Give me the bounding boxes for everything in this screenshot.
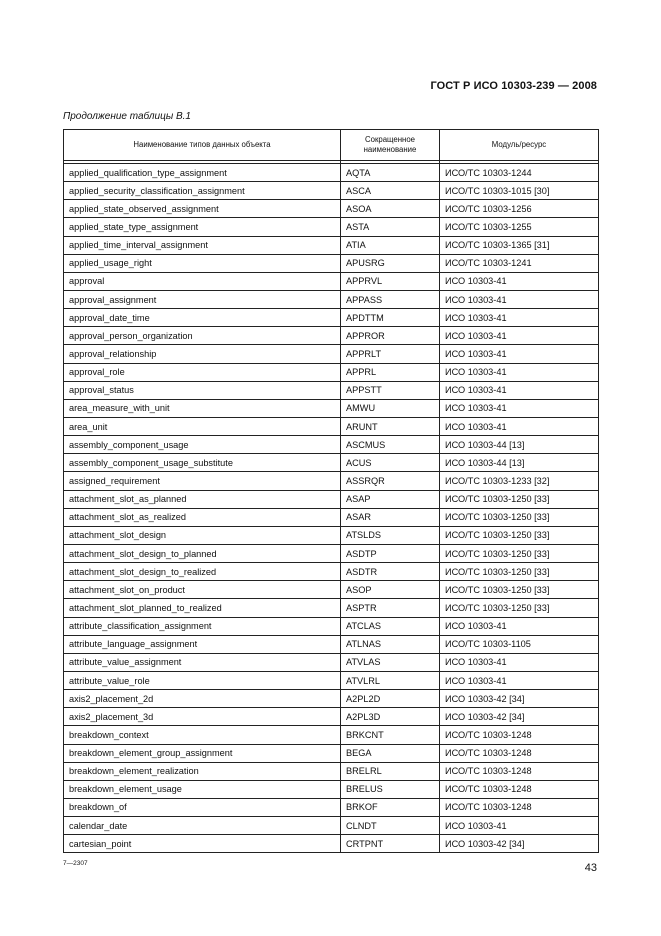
cell-short-name: APUSRG (341, 254, 440, 272)
table-row (64, 399, 599, 417)
cell-module: ИСО 10303-41 (440, 290, 599, 308)
cell-short-name: BRKCNT (341, 726, 440, 744)
table-row (64, 327, 599, 345)
cell-short-name: ATIA (341, 236, 440, 254)
cell-entity-name: approval_role (64, 363, 341, 381)
cell-entity-name: applied_state_type_assignment (64, 218, 341, 236)
cell-short-name: A2PL3D (341, 708, 440, 726)
cell-entity-name: applied_security_classification_assignment (64, 182, 341, 200)
table-row (64, 290, 599, 308)
table-header-row (64, 130, 599, 161)
cell-module: ИСО/ТС 10303-1248 (440, 762, 599, 780)
table-row (64, 472, 599, 490)
cell-short-name: ACUS (341, 454, 440, 472)
cell-entity-name: attachment_slot_as_realized (64, 508, 341, 526)
table-row (64, 182, 599, 200)
cell-module: ИСО/ТС 10303-1248 (440, 726, 599, 744)
cell-short-name: AQTA (341, 164, 440, 182)
table-row (64, 726, 599, 744)
cell-entity-name: breakdown_element_group_assignment (64, 744, 341, 762)
cell-module: ИСО 10303-41 (440, 399, 599, 417)
cell-short-name: ASDTR (341, 563, 440, 581)
cell-short-name: BRELRL (341, 762, 440, 780)
table-row (64, 309, 599, 327)
cell-module: ИСО/ТС 10303-1244 (440, 164, 599, 182)
column-header-name: Наименование типов данных объекта (64, 130, 341, 161)
table-row (64, 780, 599, 798)
cell-module: ИСО/ТС 10303-1250 [33] (440, 508, 599, 526)
data-types-table (63, 129, 599, 853)
cell-entity-name: approval_relationship (64, 345, 341, 363)
cell-module: ИСО 10303-41 (440, 671, 599, 689)
cell-entity-name: breakdown_context (64, 726, 341, 744)
cell-entity-name: approval_date_time (64, 309, 341, 327)
table-row (64, 690, 599, 708)
cell-short-name: APDTTM (341, 309, 440, 327)
table-row (64, 254, 599, 272)
cell-short-name: CLNDT (341, 817, 440, 835)
column-header-short-line2: наименование (363, 145, 417, 154)
cell-short-name: ATLNAS (341, 635, 440, 653)
document-header: ГОСТ Р ИСО 10303-239 — 2008 (430, 80, 597, 92)
cell-module: ИСО/ТС 10303-1233 [32] (440, 472, 599, 490)
table-row (64, 164, 599, 182)
cell-entity-name: attachment_slot_design_to_planned (64, 544, 341, 562)
cell-module: ИСО/ТС 10303-1256 (440, 200, 599, 218)
table-row (64, 381, 599, 399)
cell-short-name: ASAR (341, 508, 440, 526)
cell-short-name: AMWU (341, 399, 440, 417)
cell-module: ИСО/ТС 10303-1015 [30] (440, 182, 599, 200)
table-row (64, 635, 599, 653)
cell-module: ИСО/ТС 10303-1250 [33] (440, 526, 599, 544)
cell-short-name: ATSLDS (341, 526, 440, 544)
cell-short-name: ASCMUS (341, 436, 440, 454)
table-row (64, 581, 599, 599)
cell-entity-name: breakdown_element_usage (64, 780, 341, 798)
cell-module: ИСО 10303-41 (440, 345, 599, 363)
cell-short-name: BRELUS (341, 780, 440, 798)
cell-entity-name: approval (64, 272, 341, 290)
cell-short-name: ASDTP (341, 544, 440, 562)
cell-module: ИСО/ТС 10303-1248 (440, 744, 599, 762)
cell-module: ИСО 10303-44 [13] (440, 454, 599, 472)
cell-entity-name: approval_assignment (64, 290, 341, 308)
cell-module: ИСО/ТС 10303-1248 (440, 798, 599, 816)
cell-module: ИСО/ТС 10303-1250 [33] (440, 599, 599, 617)
cell-module: ИСО/ТС 10303-1250 [33] (440, 544, 599, 562)
cell-module: ИСО 10303-41 (440, 817, 599, 835)
cell-short-name: APPASS (341, 290, 440, 308)
cell-entity-name: applied_state_observed_assignment (64, 200, 341, 218)
table-row (64, 490, 599, 508)
cell-entity-name: attribute_value_assignment (64, 653, 341, 671)
column-header-short-line1: Сокращенное (365, 135, 415, 144)
cell-short-name: ATVLAS (341, 653, 440, 671)
table-row (64, 526, 599, 544)
table-row (64, 817, 599, 835)
cell-module: ИСО/ТС 10303-1365 [31] (440, 236, 599, 254)
table-row (64, 671, 599, 689)
cell-entity-name: attribute_language_assignment (64, 635, 341, 653)
cell-entity-name: approval_person_organization (64, 327, 341, 345)
cell-module: ИСО 10303-41 (440, 381, 599, 399)
cell-entity-name: breakdown_of (64, 798, 341, 816)
cell-entity-name: area_measure_with_unit (64, 399, 341, 417)
cell-short-name: ASSRQR (341, 472, 440, 490)
table-row (64, 599, 599, 617)
cell-module: ИСО/ТС 10303-1105 (440, 635, 599, 653)
cell-short-name: ATCLAS (341, 617, 440, 635)
cell-module: ИСО 10303-44 [13] (440, 436, 599, 454)
table-row (64, 744, 599, 762)
cell-short-name: APPRVL (341, 272, 440, 290)
table-caption: Продолжение таблицы В.1 (63, 111, 191, 122)
cell-module: ИСО 10303-42 [34] (440, 708, 599, 726)
table-row (64, 653, 599, 671)
cell-short-name: APPRL (341, 363, 440, 381)
cell-short-name: BRKOF (341, 798, 440, 816)
cell-short-name: CRTPNT (341, 835, 440, 853)
cell-entity-name: attribute_classification_assignment (64, 617, 341, 635)
cell-module: ИСО 10303-42 [34] (440, 835, 599, 853)
cell-module: ИСО/ТС 10303-1248 (440, 780, 599, 798)
table-row (64, 200, 599, 218)
cell-module: ИСО 10303-41 (440, 363, 599, 381)
cell-entity-name: assembly_component_usage_substitute (64, 454, 341, 472)
cell-short-name: ASAP (341, 490, 440, 508)
cell-entity-name: attachment_slot_design (64, 526, 341, 544)
table-row (64, 708, 599, 726)
cell-module: ИСО/ТС 10303-1241 (440, 254, 599, 272)
cell-entity-name: attachment_slot_planned_to_realized (64, 599, 341, 617)
cell-short-name: ASOA (341, 200, 440, 218)
cell-module: ИСО 10303-41 (440, 272, 599, 290)
table-row (64, 544, 599, 562)
table-row (64, 272, 599, 290)
cell-module: ИСО 10303-42 [34] (440, 690, 599, 708)
cell-module: ИСО 10303-41 (440, 327, 599, 345)
cell-entity-name: assigned_requirement (64, 472, 341, 490)
cell-entity-name: applied_usage_right (64, 254, 341, 272)
cell-module: ИСО 10303-41 (440, 417, 599, 435)
cell-entity-name: attachment_slot_as_planned (64, 490, 341, 508)
cell-short-name: ASCA (341, 182, 440, 200)
table-row (64, 417, 599, 435)
cell-short-name: A2PL2D (341, 690, 440, 708)
table-row (64, 236, 599, 254)
cell-module: ИСО/ТС 10303-1255 (440, 218, 599, 236)
cell-short-name: ASOP (341, 581, 440, 599)
cell-entity-name: breakdown_element_realization (64, 762, 341, 780)
cell-module: ИСО/ТС 10303-1250 [33] (440, 563, 599, 581)
cell-entity-name: attachment_slot_design_to_realized (64, 563, 341, 581)
table-row (64, 454, 599, 472)
table-row (64, 762, 599, 780)
cell-short-name: APPROR (341, 327, 440, 345)
cell-module: ИСО 10303-41 (440, 653, 599, 671)
cell-short-name: APPSTT (341, 381, 440, 399)
cell-entity-name: axis2_placement_2d (64, 690, 341, 708)
table-row (64, 436, 599, 454)
cell-entity-name: attribute_value_role (64, 671, 341, 689)
cell-short-name: APPRLT (341, 345, 440, 363)
cell-entity-name: assembly_component_usage (64, 436, 341, 454)
table-body (64, 161, 599, 853)
column-header-short-name (341, 130, 440, 161)
column-header-module: Модуль/ресурс (440, 130, 599, 161)
cell-short-name: ATVLRL (341, 671, 440, 689)
cell-short-name: ASPTR (341, 599, 440, 617)
table-row (64, 798, 599, 816)
cell-entity-name: applied_time_interval_assignment (64, 236, 341, 254)
table-row (64, 563, 599, 581)
cell-entity-name: area_unit (64, 417, 341, 435)
page-number: 43 (584, 862, 597, 874)
table-row (64, 345, 599, 363)
cell-entity-name: cartesian_point (64, 835, 341, 853)
cell-entity-name: applied_qualification_type_assignment (64, 164, 341, 182)
cell-entity-name: approval_status (64, 381, 341, 399)
table-row (64, 218, 599, 236)
table-row (64, 835, 599, 853)
cell-entity-name: attachment_slot_on_product (64, 581, 341, 599)
cell-module: ИСО/ТС 10303-1250 [33] (440, 581, 599, 599)
table-row (64, 617, 599, 635)
table-row (64, 363, 599, 381)
cell-short-name: BEGA (341, 744, 440, 762)
cell-module: ИСО/ТС 10303-1250 [33] (440, 490, 599, 508)
cell-entity-name: axis2_placement_3d (64, 708, 341, 726)
cell-short-name: ASTA (341, 218, 440, 236)
cell-entity-name: calendar_date (64, 817, 341, 835)
table-row (64, 508, 599, 526)
print-mark: 7—2307 (63, 860, 88, 867)
cell-short-name: ARUNT (341, 417, 440, 435)
cell-module: ИСО 10303-41 (440, 309, 599, 327)
cell-module: ИСО 10303-41 (440, 617, 599, 635)
